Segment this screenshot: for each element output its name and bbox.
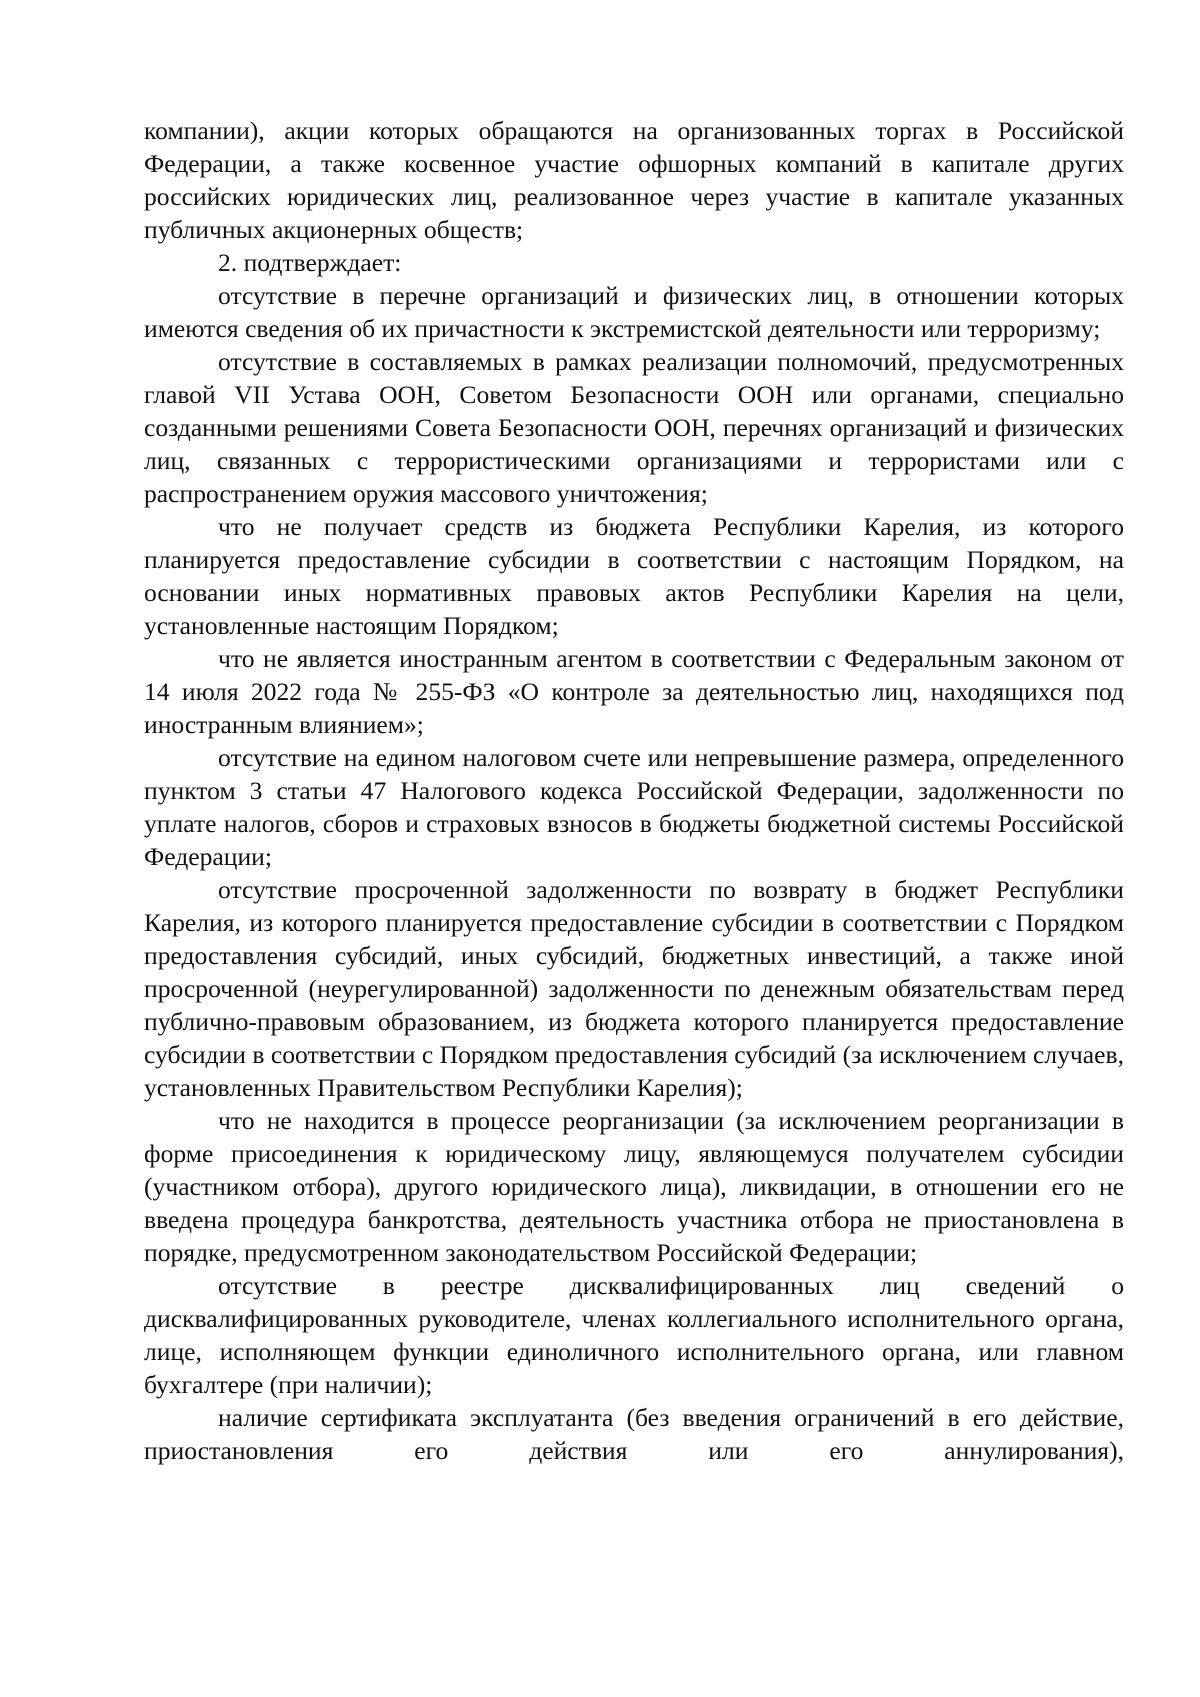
paragraph-offshore-participation: компании), акции которых обращаются на организованных торгах в Российской Федерации, а также косвенное участие офшорных компаний в капитале других российских юридических лиц, реализованное через участие в капитале указанных публичных акционерных обществ;: [144, 116, 1124, 244]
paragraph-no-budget-funds: что не получает средств из бюджета Республики Карелия, из которого планируется предоставление субсидии в соответствии с настоящим Порядком, на основании иных нормативных правовых актов Республики Карелия на цели, установленные настоящим Порядком;: [144, 512, 1124, 640]
paragraph-disqualified-persons: отсутствие в реестре дисквалифицированных лиц сведений о дисквалифицированных руководителе, членах коллегиального исполнительного органа, лице, исполняющем функции единоличного исполнительного органа, или главном бухгалтере (при наличии);: [144, 1271, 1124, 1399]
paragraph-reorganization: что не находится в процессе реорганизации (за исключением реорганизации в форме присоединения к юридическому лицу, являющемуся получателем субсидии (участником отбора), другого юридического лица), ликвидации, в отношении его не введена процедура банкротства, деятельность участника отбора не приостановлена в порядке, предусмотренном законодательством Российской Федерации;: [144, 1106, 1124, 1267]
paragraph-tax-debt: отсутствие на едином налоговом счете или непревышение размера, определенного пунктом 3 статьи 47 Налогового кодекса Российской Федерации, задолженности по уплате налогов, сборов и страховых взносов в бюджеты бюджетной системы Российской Федерации;: [144, 743, 1124, 871]
paragraph-foreign-agent: что не является иностранным агентом в соответствии с Федеральным законом от 14 июля 2022 года № 255-ФЗ «О контроле за деятельностью лиц, находящихся под иностранным влиянием»;: [144, 644, 1124, 739]
paragraph-un-security-council-lists: отсутствие в составляемых в рамках реализации полномочий, предусмотренных главой VII Устава ООН, Советом Безопасности ООН или органами, специально созданными решениями Совета Безопасности ООН, перечнях организаций и физических лиц, связанных с террористическими организациями и террористами или с распространением оружия массового уничтожения;: [144, 347, 1124, 508]
paragraph-extremism-list: отсутствие в перечне организаций и физических лиц, в отношении которых имеются сведения об их причастности к экстремистской деятельности или терроризму;: [144, 281, 1124, 343]
document-body: [144, 114, 1124, 1467]
paragraph-confirms-heading: 2. подтверждает:: [218, 248, 402, 277]
paragraph-operator-certificate: наличие сертификата эксплуатанта (без введения ограничений в его действие, приостановления его действия или его аннулирования),: [144, 1403, 1124, 1465]
paragraph-overdue-debt: отсутствие просроченной задолженности по возврату в бюджет Республики Карелия, из которого планируется предоставление субсидии в соответствии с Порядком предоставления субсидий, иных субсидий, бюджетных инвестиций, а также иной просроченной (неурегулированной) задолженности по денежным обязательствам перед публично-правовым образованием, из бюджета которого планируется предоставление субсидии в соответствии с Порядком предоставления субсидий (за исключением случаев, установленных Правительством Республики Карелия);: [144, 875, 1124, 1102]
